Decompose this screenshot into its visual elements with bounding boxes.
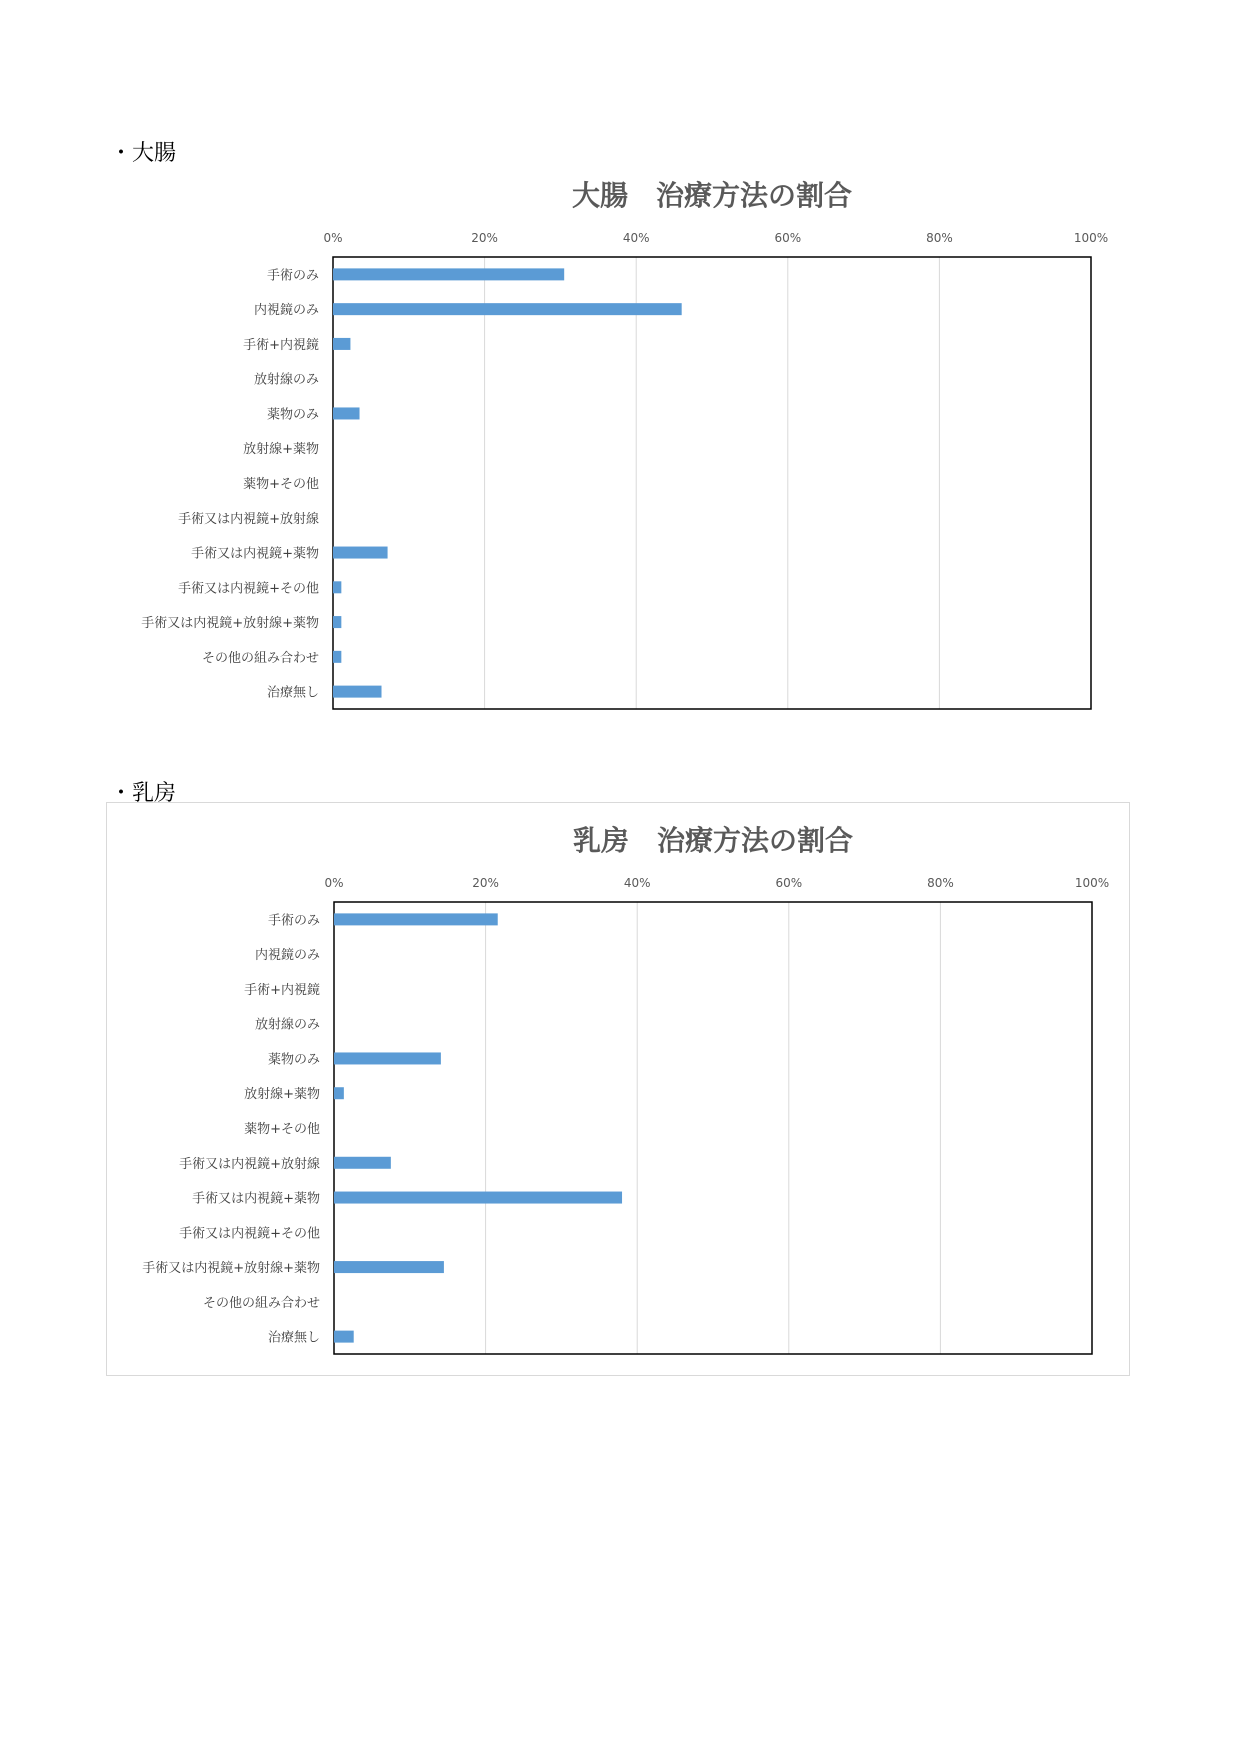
category-label: 手術又は内視鏡+薬物 [191, 546, 319, 562]
bar [333, 303, 682, 315]
x-tick-label: 60% [774, 231, 802, 245]
category-label: 手術又は内視鏡+その他 [179, 1226, 320, 1242]
category-label: 手術又は内視鏡+放射線 [179, 1156, 320, 1172]
category-label: 放射線+薬物 [244, 1087, 320, 1103]
bar [334, 913, 498, 925]
plot-area-border [333, 257, 1091, 709]
bar [333, 616, 341, 628]
category-label: 薬物のみ [267, 1052, 320, 1068]
bar [334, 1331, 354, 1343]
bar [334, 1157, 391, 1169]
x-tick-label: 40% [622, 231, 650, 245]
category-label: 治療無し [266, 685, 319, 701]
category-label: 放射線のみ [254, 1017, 320, 1033]
bar [333, 581, 341, 593]
category-label: 手術のみ [266, 268, 319, 284]
x-tick-label: 80% [926, 231, 953, 245]
category-label: 手術+内視鏡 [243, 337, 319, 353]
category-label: 放射線のみ [253, 372, 319, 388]
bar [334, 1052, 441, 1064]
x-tick-label: 100% [1074, 876, 1110, 890]
bar [333, 268, 564, 280]
x-tick-label: 20% [471, 231, 498, 245]
bar [333, 686, 382, 698]
chart-svg [107, 803, 1131, 1377]
category-label: 手術又は内視鏡+薬物 [192, 1191, 320, 1207]
chart-breast-treatment [106, 802, 1130, 1376]
category-label: 薬物+その他 [244, 1122, 320, 1137]
bar [333, 338, 350, 350]
category-label: 薬物+その他 [243, 477, 319, 492]
bar [333, 407, 360, 419]
bar [334, 1087, 344, 1099]
category-label: 治療無し [267, 1330, 320, 1346]
section-label-colon: ・大腸 [110, 141, 177, 166]
category-label: その他の組み合わせ [202, 1295, 320, 1311]
chart-title: 乳房 治療方法の割合 [572, 824, 854, 857]
category-label: 手術又は内視鏡+放射線+薬物 [141, 616, 319, 632]
category-label: 放射線+薬物 [243, 442, 319, 458]
category-label: 内視鏡のみ [253, 303, 319, 319]
category-label: その他の組み合わせ [201, 650, 319, 666]
chart-colon-treatment [106, 158, 1130, 732]
bar [334, 1261, 444, 1273]
x-tick-label: 0% [324, 876, 344, 890]
x-tick-label: 80% [927, 876, 954, 890]
bar [333, 547, 388, 559]
x-tick-label: 60% [775, 876, 803, 890]
category-label: 手術のみ [267, 913, 320, 929]
category-label: 手術+内視鏡 [244, 982, 320, 998]
plot-area-border [334, 902, 1092, 1354]
bar [334, 1192, 622, 1204]
category-label: 手術又は内視鏡+その他 [178, 581, 319, 597]
category-label: 手術又は内視鏡+放射線+薬物 [142, 1261, 320, 1277]
x-tick-label: 0% [323, 231, 343, 245]
x-tick-label: 20% [472, 876, 499, 890]
x-tick-label: 40% [623, 876, 651, 890]
section-label-breast: ・乳房 [110, 781, 177, 806]
chart-title: 大腸 治療方法の割合 [571, 179, 853, 212]
category-label: 内視鏡のみ [254, 948, 320, 964]
category-label: 薬物のみ [266, 407, 319, 423]
category-label: 手術又は内視鏡+放射線 [178, 511, 319, 527]
chart-svg [106, 158, 1130, 732]
x-tick-label: 100% [1073, 231, 1109, 245]
bar [333, 651, 341, 663]
